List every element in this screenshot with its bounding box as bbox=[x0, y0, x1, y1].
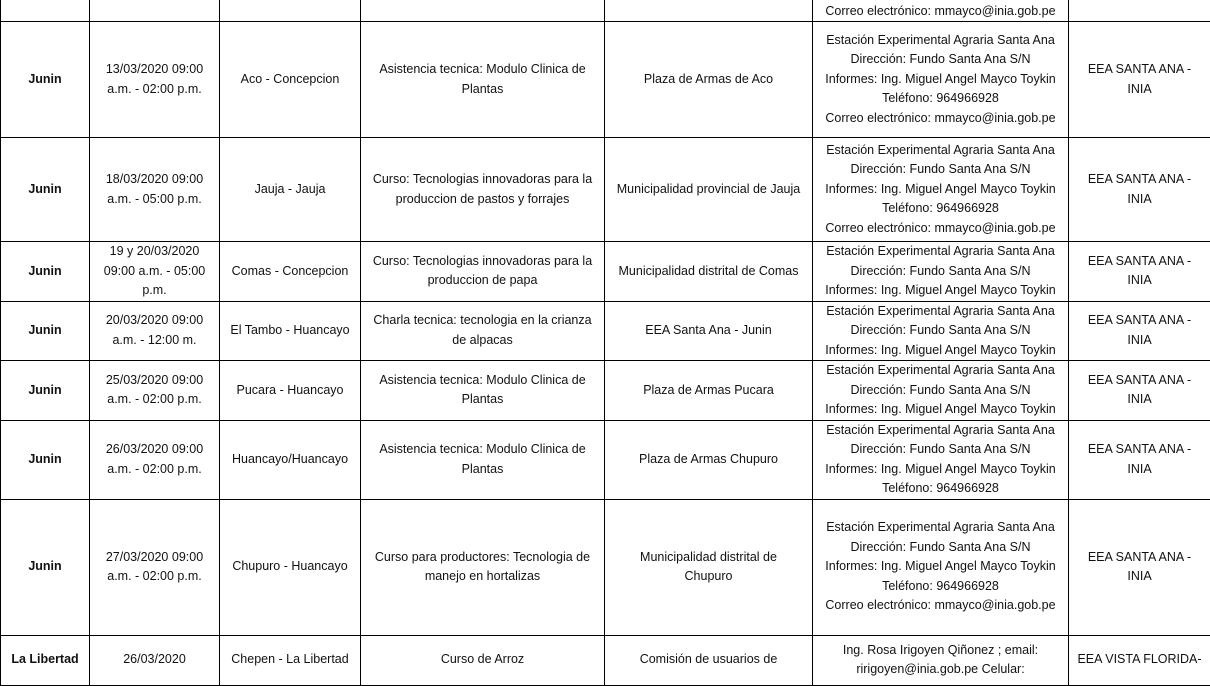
actividad-line: Curso: Tecnologias innovadoras para la bbox=[363, 170, 602, 190]
cell-organiza bbox=[1069, 22, 1210, 138]
contacto-line: Teléfono: 964966928 bbox=[815, 89, 1066, 109]
lugar-text: Chupuro - Huancayo bbox=[232, 559, 347, 573]
contacto-line: Dirección: Fundo Santa Ana S/N bbox=[815, 440, 1066, 460]
cell-organiza bbox=[1069, 420, 1210, 499]
cell-departamento bbox=[1, 420, 90, 499]
cell-organiza bbox=[1069, 499, 1210, 635]
cell-lugar bbox=[220, 138, 361, 242]
actividad-line: Curso para productores: Tecnologia de bbox=[363, 548, 602, 568]
cell-local bbox=[605, 242, 813, 302]
cell-lugar bbox=[220, 0, 361, 22]
contacto-line: Ing. Rosa Irigoyen Qiñonez ; email: bbox=[815, 641, 1066, 661]
organiza-line: EEA SANTA ANA - bbox=[1071, 170, 1208, 190]
local-line: Plaza de Armas Pucara bbox=[607, 381, 810, 401]
cell-fecha bbox=[90, 22, 220, 138]
contacto-line: ririgoyen@inia.gob.pe Celular: bbox=[815, 660, 1066, 680]
local-line: Plaza de Armas Chupuro bbox=[607, 450, 810, 470]
contacto-line: Dirección: Fundo Santa Ana S/N bbox=[815, 538, 1066, 558]
departamento-text: Junin bbox=[28, 72, 61, 86]
cell-lugar bbox=[220, 635, 361, 685]
organiza-line: EEA SANTA ANA - bbox=[1071, 252, 1208, 272]
fecha-line: 25/03/2020 09:00 bbox=[92, 371, 217, 391]
cell-local bbox=[605, 22, 813, 138]
local-line: Plaza de Armas de Aco bbox=[607, 70, 810, 90]
organiza-line: EEA SANTA ANA - bbox=[1071, 311, 1208, 331]
organiza-line: EEA SANTA ANA - bbox=[1071, 60, 1208, 80]
actividad-line: Asistencia tecnica: Modulo Clinica de bbox=[363, 440, 602, 460]
contacto-line: Estación Experimental Agraria Santa Ana bbox=[815, 31, 1066, 51]
contacto-line: Dirección: Fundo Santa Ana S/N bbox=[815, 381, 1066, 401]
lugar-text: Chepen - La Libertad bbox=[231, 652, 348, 666]
cell-local bbox=[605, 361, 813, 421]
departamento-text: Junin bbox=[28, 182, 61, 196]
cell-organiza bbox=[1069, 242, 1210, 302]
table-row bbox=[1, 361, 1210, 421]
organiza-line: INIA bbox=[1071, 390, 1208, 410]
departamento-text: Junin bbox=[28, 452, 61, 466]
organiza-line: INIA bbox=[1071, 271, 1208, 291]
cell-actividad bbox=[361, 420, 605, 499]
cell-departamento bbox=[1, 361, 90, 421]
organiza-line: INIA bbox=[1071, 80, 1208, 100]
contact-line: Correo electrónico: mmayco@inia.gob.pe bbox=[815, 2, 1066, 22]
organiza-line: INIA bbox=[1071, 190, 1208, 210]
cell-departamento bbox=[1, 301, 90, 361]
fecha-line: a.m. - 02:00 p.m. bbox=[92, 390, 217, 410]
contacto-line: Dirección: Fundo Santa Ana S/N bbox=[815, 50, 1066, 70]
cell-actividad bbox=[361, 361, 605, 421]
contacto-line: Estación Experimental Agraria Santa Ana bbox=[815, 141, 1066, 161]
cell-actividad bbox=[361, 301, 605, 361]
table-row bbox=[1, 22, 1210, 138]
departamento-text: Junin bbox=[28, 383, 61, 397]
local-line: EEA Santa Ana - Junin bbox=[607, 321, 810, 341]
organiza-line: EEA SANTA ANA - bbox=[1071, 440, 1208, 460]
cell-local bbox=[605, 138, 813, 242]
cell-actividad bbox=[361, 0, 605, 22]
contacto-line: Teléfono: 964966928 bbox=[815, 479, 1066, 499]
cell-local bbox=[605, 0, 813, 22]
cell-actividad bbox=[361, 22, 605, 138]
cell-fecha bbox=[90, 138, 220, 242]
departamento-text: Junin bbox=[28, 323, 61, 337]
actividad-line: Plantas bbox=[363, 80, 602, 100]
actividad-line: Charla tecnica: tecnologia en la crianza bbox=[363, 311, 602, 331]
fecha-line: a.m. - 02:00 p.m. bbox=[92, 567, 217, 587]
cell-actividad bbox=[361, 242, 605, 302]
cell-lugar bbox=[220, 22, 361, 138]
cell-departamento bbox=[1, 22, 90, 138]
actividad-line: de alpacas bbox=[363, 331, 602, 351]
contacto-line: Estación Experimental Agraria Santa Ana bbox=[815, 518, 1066, 538]
actividad-line: manejo en hortalizas bbox=[363, 567, 602, 587]
cell-fecha bbox=[90, 0, 220, 22]
cell-fecha bbox=[90, 301, 220, 361]
cell-contacto bbox=[813, 0, 1069, 22]
contacto-line: Informes: Ing. Miguel Angel Mayco Toykin bbox=[815, 281, 1066, 301]
cell-local bbox=[605, 635, 813, 685]
organiza-line: INIA bbox=[1071, 460, 1208, 480]
contacto-line: Informes: Ing. Miguel Angel Mayco Toykin bbox=[815, 400, 1066, 420]
cell-organiza bbox=[1069, 635, 1210, 685]
organiza-line: EEA SANTA ANA - bbox=[1071, 371, 1208, 391]
cell-contacto bbox=[813, 301, 1069, 361]
cell-organiza bbox=[1069, 361, 1210, 421]
contacto-line: Informes: Ing. Miguel Angel Mayco Toykin bbox=[815, 70, 1066, 90]
departamento-text: Junin bbox=[28, 264, 61, 278]
table-row bbox=[1, 138, 1210, 242]
cell-departamento bbox=[1, 242, 90, 302]
actividad-line: Curso: Tecnologias innovadoras para la bbox=[363, 252, 602, 272]
contacto-line: Informes: Ing. Miguel Angel Mayco Toykin bbox=[815, 557, 1066, 577]
cell-actividad bbox=[361, 499, 605, 635]
cell-contacto bbox=[813, 420, 1069, 499]
fecha-line: 26/03/2020 bbox=[92, 650, 217, 670]
cell-lugar bbox=[220, 420, 361, 499]
table-row-partial-top bbox=[1, 0, 1210, 22]
cell-lugar bbox=[220, 499, 361, 635]
cell-contacto bbox=[813, 242, 1069, 302]
fecha-line: a.m. - 02:00 p.m. bbox=[92, 460, 217, 480]
fecha-line: a.m. - 05:00 p.m. bbox=[92, 190, 217, 210]
contacto-line: Estación Experimental Agraria Santa Ana bbox=[815, 242, 1066, 262]
lugar-text: Jauja - Jauja bbox=[255, 182, 326, 196]
fecha-line: 26/03/2020 09:00 bbox=[92, 440, 217, 460]
cell-local bbox=[605, 301, 813, 361]
actividad-line: Curso de Arroz bbox=[363, 650, 602, 670]
lugar-text: Comas - Concepcion bbox=[232, 264, 349, 278]
cell-fecha bbox=[90, 361, 220, 421]
actividad-line: Plantas bbox=[363, 460, 602, 480]
cell-contacto bbox=[813, 499, 1069, 635]
organiza-line: EEA VISTA FLORIDA- bbox=[1071, 650, 1208, 670]
cell-contacto bbox=[813, 138, 1069, 242]
cell-lugar bbox=[220, 242, 361, 302]
contacto-line: Estación Experimental Agraria Santa Ana bbox=[815, 302, 1066, 322]
local-line: Chupuro bbox=[607, 567, 810, 587]
cell-fecha bbox=[90, 499, 220, 635]
organiza-line: EEA SANTA ANA - bbox=[1071, 548, 1208, 568]
cell-fecha bbox=[90, 635, 220, 685]
fecha-line: a.m. - 02:00 p.m. bbox=[92, 80, 217, 100]
contacto-line: Correo electrónico: mmayco@inia.gob.pe bbox=[815, 109, 1066, 129]
lugar-text: Pucara - Huancayo bbox=[236, 383, 343, 397]
contacto-line: Informes: Ing. Miguel Angel Mayco Toykin bbox=[815, 180, 1066, 200]
local-line: Comisión de usuarios de bbox=[607, 650, 810, 670]
local-line: Municipalidad distrital de Comas bbox=[607, 262, 810, 282]
organiza-line: INIA bbox=[1071, 331, 1208, 351]
table-row bbox=[1, 420, 1210, 499]
departamento-text: Junin bbox=[28, 559, 61, 573]
cell-departamento bbox=[1, 499, 90, 635]
cell-organiza bbox=[1069, 301, 1210, 361]
cell-contacto bbox=[813, 361, 1069, 421]
cell-departamento bbox=[1, 635, 90, 685]
actividad-line: produccion de papa bbox=[363, 271, 602, 291]
contacto-line: Dirección: Fundo Santa Ana S/N bbox=[815, 262, 1066, 282]
departamento-text: La Libertad bbox=[11, 652, 78, 666]
table-row bbox=[1, 242, 1210, 302]
cell-local bbox=[605, 499, 813, 635]
cell-actividad bbox=[361, 635, 605, 685]
table-row bbox=[1, 499, 1210, 635]
contacto-line: Informes: Ing. Miguel Angel Mayco Toykin bbox=[815, 460, 1066, 480]
contacto-line: Teléfono: 964966928 bbox=[815, 199, 1066, 219]
lugar-text: Huancayo/Huancayo bbox=[232, 452, 348, 466]
contacto-line: Estación Experimental Agraria Santa Ana bbox=[815, 361, 1066, 381]
cell-departamento bbox=[1, 0, 90, 22]
cell-contacto bbox=[813, 635, 1069, 685]
lugar-text: Aco - Concepcion bbox=[241, 72, 340, 86]
contacto-line: Estación Experimental Agraria Santa Ana bbox=[815, 421, 1066, 441]
fecha-line: 19 y 20/03/2020 bbox=[92, 242, 217, 262]
table-row bbox=[1, 635, 1210, 685]
cell-departamento bbox=[1, 138, 90, 242]
local-line: Municipalidad distrital de bbox=[607, 548, 810, 568]
actividad-line: Plantas bbox=[363, 390, 602, 410]
contacto-line: Informes: Ing. Miguel Angel Mayco Toykin bbox=[815, 341, 1066, 361]
contacto-line: Dirección: Fundo Santa Ana S/N bbox=[815, 321, 1066, 341]
actividad-line: produccion de pastos y forrajes bbox=[363, 190, 602, 210]
fecha-line: a.m. - 12:00 m. bbox=[92, 331, 217, 351]
fecha-line: 20/03/2020 09:00 bbox=[92, 311, 217, 331]
fecha-line: 18/03/2020 09:00 bbox=[92, 170, 217, 190]
organiza-line: INIA bbox=[1071, 567, 1208, 587]
contacto-line: Correo electrónico: mmayco@inia.gob.pe bbox=[815, 596, 1066, 616]
contacto-line: Teléfono: 964966928 bbox=[815, 577, 1066, 597]
contacto-line: Correo electrónico: mmayco@inia.gob.pe bbox=[815, 219, 1066, 239]
actividad-line: Asistencia tecnica: Modulo Clinica de bbox=[363, 371, 602, 391]
fecha-line: 13/03/2020 09:00 bbox=[92, 60, 217, 80]
lugar-text: El Tambo - Huancayo bbox=[230, 323, 349, 337]
cell-fecha bbox=[90, 242, 220, 302]
cell-lugar bbox=[220, 301, 361, 361]
fecha-line: p.m. bbox=[92, 281, 217, 301]
cell-actividad bbox=[361, 138, 605, 242]
contacto-line: Dirección: Fundo Santa Ana S/N bbox=[815, 160, 1066, 180]
table-row bbox=[1, 301, 1210, 361]
cell-organiza bbox=[1069, 138, 1210, 242]
fecha-line: 27/03/2020 09:00 bbox=[92, 548, 217, 568]
cell-contacto bbox=[813, 22, 1069, 138]
actividad-line: Asistencia tecnica: Modulo Clinica de bbox=[363, 60, 602, 80]
cell-fecha bbox=[90, 420, 220, 499]
cell-lugar bbox=[220, 361, 361, 421]
cell-local bbox=[605, 420, 813, 499]
fecha-line: 09:00 a.m. - 05:00 bbox=[92, 262, 217, 282]
local-line: Municipalidad provincial de Jauja bbox=[607, 180, 810, 200]
cell-organiza bbox=[1069, 0, 1210, 22]
